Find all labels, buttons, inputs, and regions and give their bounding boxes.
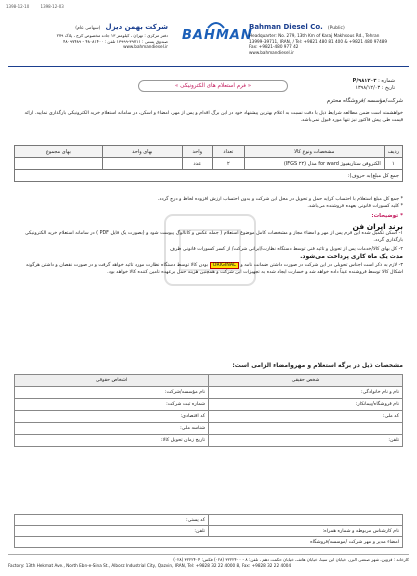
top-date-1: 1398-12-10 [6,4,30,9]
bahman-logo [176,22,256,44]
brand-note: برند ایران فن [352,222,403,231]
sign-empty[interactable] [209,515,403,526]
table-row [15,158,403,170]
cell-qty: ۲ [212,158,244,170]
letterhead [8,14,409,70]
desc-2: ۲- کل بهای کالا/خدمات پس از تحویل و تائید فنی توسط دستگاه نظارت/ایرانی شرکت/ از کسر کسورات قانونی ظرف [169,247,403,252]
customer-header-row [15,375,403,387]
table-row [15,411,403,423]
desc-3 [14,262,403,276]
cell-total-price[interactable] [15,158,103,170]
footer-fa: کارخانه : قزوین، شهر صنعتی البرز، خیابان ابن سینا، خیابان هاتف، خیابان حکمت دهم ، تلفن: ۸ - ۳۲۲۲۴۰۰ (۰۲۸) فکس: ۳۲۲۲۴۰۴ (۰۲۸) [173,557,409,562]
field-company-name[interactable]: نام مؤسسه/شرکت: [15,387,209,399]
date-value: ۱۳۹۸/۱۲/۰۳ [355,85,381,91]
field-empty[interactable] [209,423,403,435]
phone-fa: صندوق پستی : ۳۹۷۱۱-۱۳۹۹۹ تلفن : ۴۸۰۸۱۴۰۰ - ۴۸۰۹۷۴۸۹ [63,38,168,44]
col-qty: تعداد [212,146,244,158]
company-name-en: Bahman Diesel Co. [249,23,323,31]
cell-description: الکتروفن ستاریفیوژ for ward مدل (۲۲ IFGS) [244,158,384,170]
table-row [15,435,403,447]
letterhead-right [249,14,409,55]
top-date-2: 1398-12-03 [40,4,64,9]
phone-en: 13999-39711, IRAN, / Tel: +9821 480 81 400 & +9821 480 97489 [249,38,388,44]
footer [8,554,409,572]
public-en: (Public) [327,26,345,31]
cell-row: ۱ [384,158,402,170]
address-fa: دفتر مرکزی : تهران ، کیلومتر ۱۳ جاده مخصوص کرج ، پلاک ۲۷۹ [56,33,168,38]
items-table [14,145,403,182]
intro-paragraph: خواهشمند است ضمن مطالعه شرایط ذیل با دقت نسبت به اعلام بهترین پیشنهاد خود در این برگ اقدام و پس از مهر، امضاء و اسکن، در سامانه استعلام خرید الکترونیکی بارگذاری نمایید. ارائه قیمت طی پیش فاکتور نیز تنها مورد قبول نمی‌باشد. [24,111,403,123]
top-strip [6,4,74,9]
notes-title: * توضیحات: [371,213,403,219]
note-1: * جمع کل مبلغ استعلام با احتساب کرایه حمل و تحویل در محل این شرکت و بدون احتساب ارزش افزوده لحاظ و درج گردد. [157,197,403,202]
cell-unit: عدد [182,158,212,170]
cell-unit-price[interactable] [102,158,182,170]
field-national-code[interactable]: کد ملی: [209,411,403,423]
table-row [15,423,403,435]
fax-en: Fax: +9821-480 977 42 [249,44,299,49]
total-words-label[interactable]: جمع کل مبلغ(به حروف): [15,170,403,182]
table-row [15,526,403,537]
address-en: Headquarter: No. 279, 13th Km of Karaj Makhsous Rd., Tehran [249,33,380,38]
customer-table [14,374,403,447]
items-header-row [15,146,403,158]
date-label: تاریخ : [381,85,395,91]
letter-meta [353,78,395,92]
web-en: www.bahmandiesel.ir [249,49,294,55]
desc-1: ۱- اسکن تکمیل شده این فرم پس از مهر و امضاء مجاز و مشخصات کامل موضوع استعلام ( جمله عکس و کاتالوگ پیوست شود و (بصورت یک فایل PDF ) در سامانه استعلام خرید الکترونیکی بارگذاری گردد. [24,231,403,243]
table-row [15,515,403,526]
customer-section-title: مشخصات ذیل در برگه استعلام و مهروامضاء الزامی است: [232,362,403,369]
web-fa: www.bahmandiesel.ir [123,44,168,49]
table-row [15,399,403,411]
field-postal-code[interactable]: کد پستی: [15,515,209,526]
field-economic-code[interactable]: کد اقتصادی: [15,411,209,423]
table-row [15,387,403,399]
number-label: شماره : [378,78,395,84]
col-unit: واحد [182,146,212,158]
field-fullname[interactable]: نام و نام خانوادگی: [209,387,403,399]
field-national-id[interactable]: شناسه ملی: [15,423,209,435]
sign-table [14,514,403,548]
col-unit-price: بهای واحد [102,146,182,158]
field-tel[interactable]: تلفن: [15,526,209,537]
desc-2-bold: مدت یک ماه کاری پرداخت می‌شود. [300,253,403,260]
logo-text: BAHMAN [182,28,253,43]
form-subject: « فرم استعلام های الکترونیکی » [138,80,288,92]
desc-3-post: بودن کالا توسط دستگاه نظارت مورد تائید خواهد گرفت و در صورت نقصان و داشتن هرگونه اشکال کالا توسط فروشنده عیناً داده خواهد شد و خسارت ایجاد شده به تجهیزات این شرکت و همچنین هزینه حمل برعهده تامین کننده کالا خواهد بود. [25,263,403,275]
col-description: مشخصات ونوع کالا [244,146,384,158]
public-fa: (سهامی عام) [75,26,101,31]
table-row [15,537,403,548]
addressee: شرکت/مؤسسه /فروشگاه محترم [326,98,403,104]
notes-section [14,196,403,276]
footer-en: Factory: 13th Hekmat Ave., North Ebn-e-Sina St., Alborz Industrial City, Qazvin, IRAN, Tel: +9828 32 22 4000 8, Fax: +9828 32 22 4004 [8,562,292,568]
company-name-fa: شرکت بهمن دیزل [105,23,168,31]
col-total-price: بهای مجموع [15,146,103,158]
table-row [15,170,403,182]
note-2: * کلیه کسورات قانونی بعهده فروشنده می‌باشد. [307,204,403,209]
col-row: ردیف [384,146,402,158]
field-phone[interactable]: تلفن: [209,435,403,447]
letterhead-left [8,14,168,50]
field-expert-name[interactable]: نام کارشناس مربوطه و شماره همراه: [209,526,403,537]
field-signature[interactable]: امضاء مدیر و مهر شرکت /موسسه/فروشگاه [15,537,403,548]
col-legal-person: اشخاص حقوقی [15,375,209,387]
field-store-name[interactable]: نام فروشگاه/پیمانکار: [209,399,403,411]
subject-area [8,76,409,94]
field-delivery-date[interactable]: تاریخ زمان تحویل کالا: [15,435,209,447]
desc-3-pre: ۳- لازم به ذکر است اجناس تحویلی در این شرکت در صورت داشتن ضمانت نامه و [240,263,403,268]
number-value: ۹۸۱۲۰۳/P [352,78,377,84]
col-natural-person: شخص حقیقی [209,375,403,387]
field-registration-no[interactable]: شماره ثبت شرکت: [15,399,209,411]
original-highlight: ORIGINAL [210,262,239,269]
